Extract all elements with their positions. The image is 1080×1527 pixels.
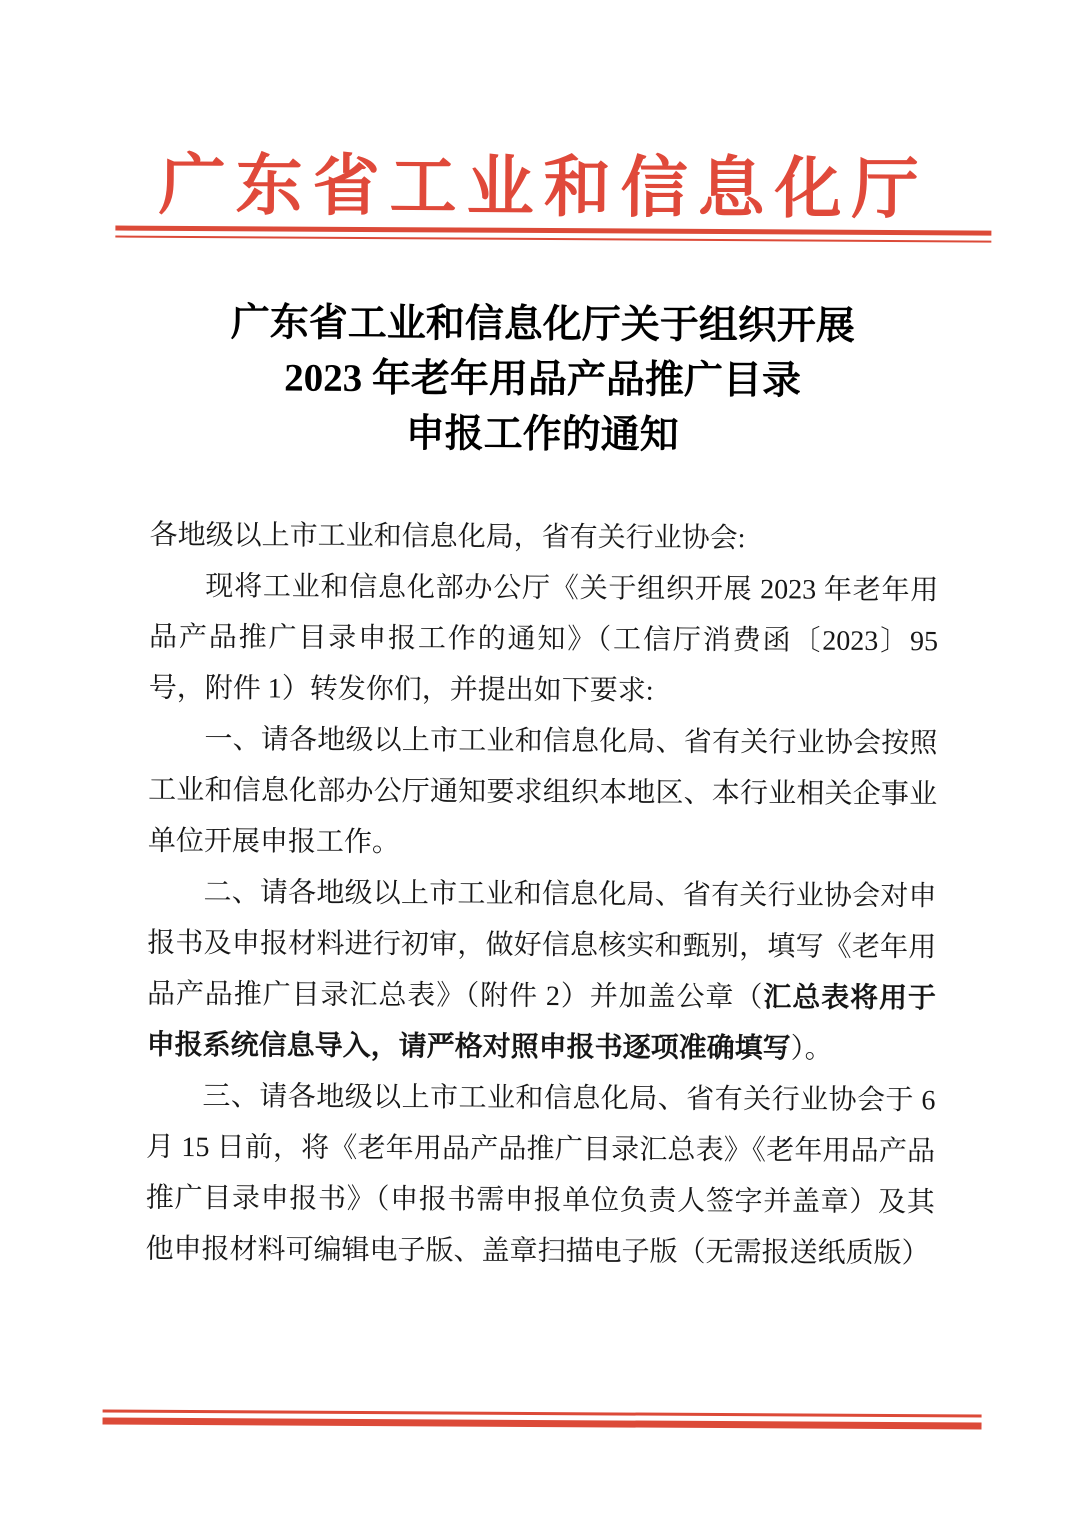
body-text: ）。 — [790, 1033, 833, 1065]
document-body — [145, 510, 938, 1280]
title-line-2: 2023 年老年用品产品推广目录 — [284, 356, 802, 403]
body-text: 一、请各地级以上市工业和信息化局、省有关行业协会按照工业和信息化部办公厅通知要求组织本地区、本行业相关企事业单位开展申报工作。 — [147, 724, 938, 859]
footer-rule-thick — [103, 1417, 982, 1429]
body-text: 现将工业和信息化部办公厅《关于组织开展 2023 年老年用品产品推广目录申报工作的通知》（工信厅消费函〔2023〕95 号，附件 1）转发你们，并提出如下要求: — [148, 571, 939, 707]
body-paragraph — [145, 1071, 935, 1280]
body-paragraph — [147, 867, 937, 1076]
body-paragraph — [149, 510, 938, 566]
title-line-1: 广东省工业和信息化厅关于组织开展 — [230, 301, 855, 348]
emphasis-bold-text: 汇总表将用于申报系统信息导入，请严格对照申报书逐项准确填写 — [146, 982, 937, 1065]
header-rule-thin — [115, 236, 991, 243]
body-text: 三、请各地级以上市工业和信息化局、省有关行业协会于 6 月 15 日前，将《老年用品产品推广目录汇总表》《老年用品产品推广目录申报书》（申报书需申报单位负责人签字并盖章）及其他申报材料可编辑电子版、盖章扫描电子版（无需报送纸质版） — [145, 1081, 936, 1270]
body-paragraph — [149, 561, 939, 719]
footer-rule-thin — [103, 1409, 982, 1417]
title-line-3: 申报工作的通知 — [405, 412, 679, 457]
letterhead-agency-name: 广东省工业和信息化厅 — [158, 148, 929, 228]
document-title — [2, 294, 1080, 465]
body-paragraph — [148, 714, 938, 872]
body-text: 二、请各地级以上市工业和信息化局、省有关行业协会对申报书及申报材料进行初审，做好信息核实和甄别，填写《老年用品产品推广目录汇总表》（附件 2）并加盖公章（ — [146, 877, 937, 1014]
body-text: 各地级以上市工业和信息化局，省有关行业协会: — [149, 519, 746, 555]
